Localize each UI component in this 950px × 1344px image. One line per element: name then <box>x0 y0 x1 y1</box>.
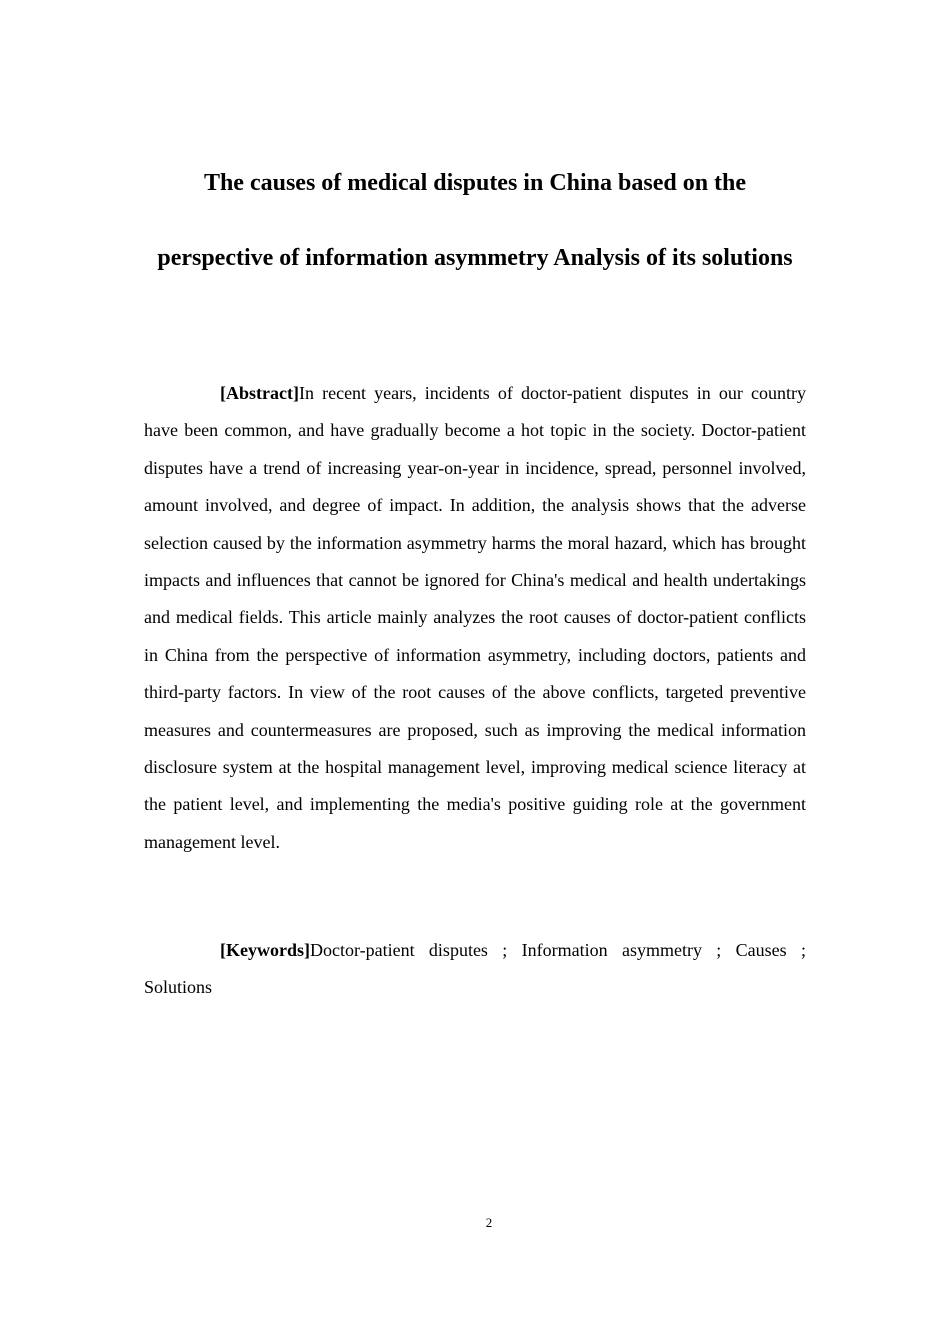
keywords-text: Doctor-patient disputes ; Information asymmetry ; Causes ; Solutions <box>144 940 806 998</box>
abstract-label: [Abstract] <box>220 383 299 403</box>
abstract-paragraph <box>144 375 806 861</box>
paper-title: The causes of medical disputes in China based on the perspective of information asymmetry Analysis of its solutions <box>157 170 793 271</box>
abstract-text: In recent years, incidents of doctor-patient disputes in our country have been common, and have gradually become a hot topic in the society. Doctor-patient disputes have a trend of increasing year-on-year in incidence, spread, personnel involved, amount involved, and degree of impact. In addition, the analysis shows that the adverse selection caused by the information asymmetry harms the moral hazard, which has brought impacts and influences that cannot be ignored for China's medical and health undertakings and medical fields. This article mainly analyzes the root causes of doctor-patient conflicts in China from the perspective of information asymmetry, including doctors, patients and third-party factors. In view of the root causes of the above conflicts, targeted preventive measures and countermeasures are proposed, such as improving the medical information disclosure system at the hospital management level, improving medical science literacy at the patient level, and implementing the media's positive guiding role at the government management level. <box>144 383 806 852</box>
keywords-paragraph <box>144 932 806 1007</box>
keywords-label: [Keywords] <box>220 940 310 960</box>
page-number: 2 <box>485 1215 493 1230</box>
